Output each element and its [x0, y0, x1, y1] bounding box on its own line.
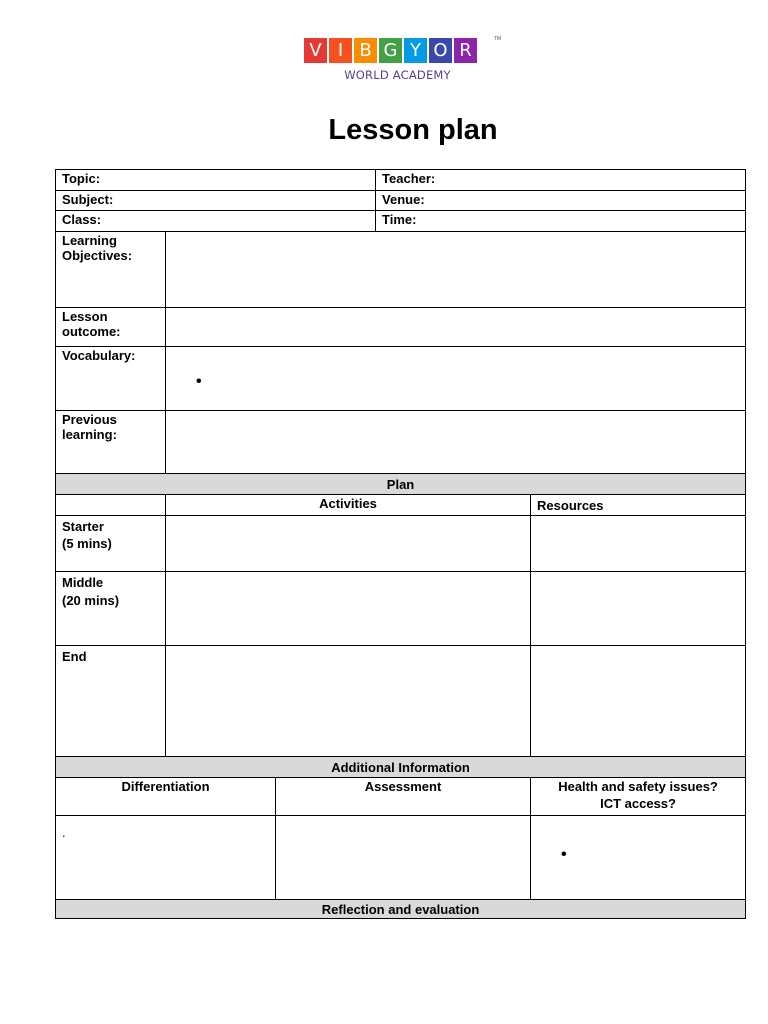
- end-resources[interactable]: [531, 646, 746, 757]
- plan-header-empty: [56, 495, 166, 516]
- health-safety-content[interactable]: [531, 816, 746, 900]
- starter-label: [56, 516, 166, 572]
- vocabulary-label: Vocabulary:: [56, 347, 166, 411]
- lesson-plan-table: [55, 169, 746, 919]
- middle-duration: (20 mins): [62, 593, 120, 608]
- learning-objectives-label: Learning Objectives:: [56, 232, 166, 308]
- subject-cell[interactable]: [56, 191, 376, 211]
- differentiation-content[interactable]: [56, 816, 276, 900]
- teacher-label: Teacher:: [382, 171, 436, 186]
- assessment-content[interactable]: [276, 816, 531, 900]
- previous-learning-content[interactable]: [166, 411, 746, 474]
- class-cell[interactable]: [56, 211, 376, 232]
- ict-access-label: ICT access?: [600, 796, 676, 811]
- previous-learning-label: Previous learning:: [56, 411, 166, 474]
- additional-info-heading: Additional Information: [56, 757, 746, 778]
- learning-objectives-content[interactable]: [166, 232, 746, 308]
- plan-heading: Plan: [56, 474, 746, 495]
- logo-tile-y: Y: [404, 38, 427, 63]
- page-title: Lesson plan: [328, 114, 498, 146]
- logo-tiles: [304, 38, 496, 63]
- differentiation-text: .: [62, 825, 66, 840]
- vibgyor-logo: [304, 36, 502, 84]
- middle-activities[interactable]: [166, 572, 531, 646]
- time-label: Time:: [382, 212, 417, 227]
- end-activities[interactable]: [166, 646, 531, 757]
- middle-title: Middle: [62, 575, 104, 590]
- time-cell[interactable]: [376, 211, 746, 232]
- middle-resources[interactable]: [531, 572, 746, 646]
- starter-resources[interactable]: [531, 516, 746, 572]
- vocabulary-bullet: •: [196, 373, 202, 390]
- health-safety-bullet: •: [561, 846, 567, 863]
- lesson-outcome-label: Lesson outcome:: [56, 308, 166, 347]
- logo-tile-b: B: [354, 38, 377, 63]
- reflection-heading: Reflection and evaluation: [56, 900, 746, 919]
- logo-tile-i: I: [329, 38, 352, 63]
- logo-tile-g: G: [379, 38, 402, 63]
- health-safety-header: [531, 778, 746, 816]
- venue-label: Venue:: [382, 192, 425, 207]
- resources-header: Resources: [531, 495, 746, 516]
- starter-activities[interactable]: [166, 516, 531, 572]
- health-safety-label: Health and safety issues?: [558, 779, 718, 794]
- class-label: Class:: [62, 212, 102, 227]
- logo-tile-v: V: [304, 38, 327, 63]
- topic-cell[interactable]: [56, 170, 376, 191]
- starter-title: Starter: [62, 519, 104, 534]
- vocabulary-content[interactable]: [166, 347, 746, 411]
- assessment-header: Assessment: [276, 778, 531, 816]
- logo-subtitle: WORLD ACADEMY: [344, 68, 451, 82]
- logo-tile-o: O: [429, 38, 452, 63]
- starter-duration: (5 mins): [62, 536, 112, 551]
- middle-label: [56, 572, 166, 646]
- logo-tile-r: R: [454, 38, 477, 63]
- trademark-mark: TM: [494, 36, 502, 42]
- topic-label: Topic:: [62, 171, 101, 186]
- end-label: End: [56, 646, 166, 757]
- teacher-cell[interactable]: [376, 170, 746, 191]
- activities-header: Activities: [166, 495, 531, 516]
- differentiation-header: Differentiation: [56, 778, 276, 816]
- venue-cell[interactable]: [376, 191, 746, 211]
- subject-label: Subject:: [62, 192, 114, 207]
- lesson-outcome-content[interactable]: [166, 308, 746, 347]
